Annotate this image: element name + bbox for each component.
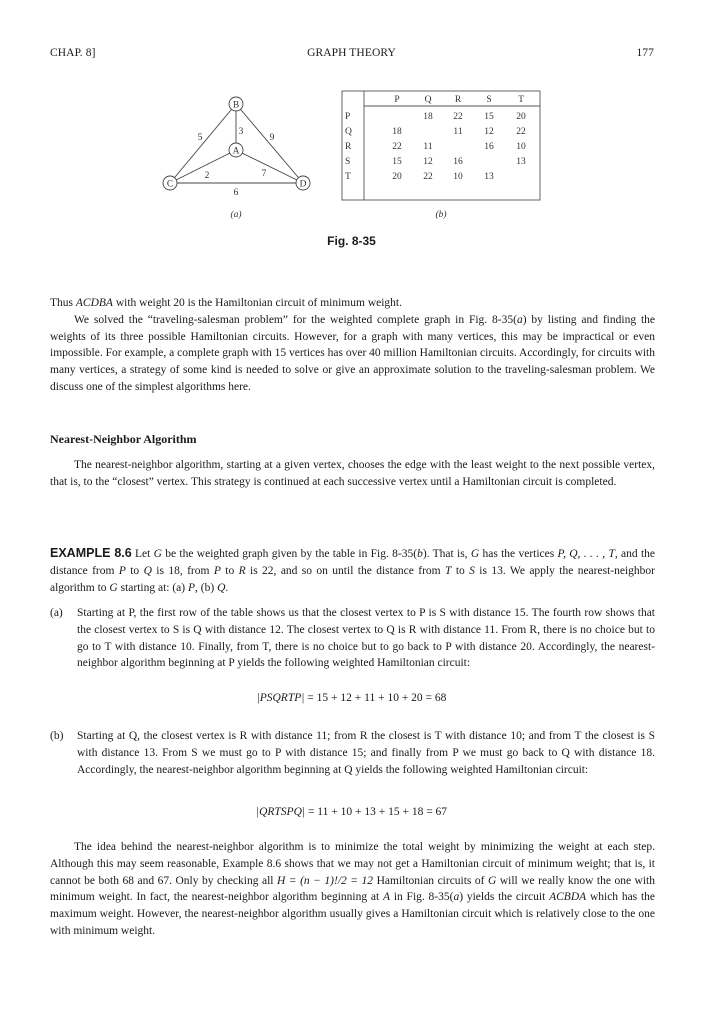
table-cell: 18 xyxy=(423,112,433,122)
table-cell: 16 xyxy=(453,157,463,167)
weight-ca: 2 xyxy=(204,171,210,181)
paragraph-intro: Thus ACDBA with weight 20 is the Hamiltonian circuit of minimum weight. We solved the “traveling-salesman problem” for the weighted complete graph in Fig. 8-35(a) by listing and finding the weights of its three possible Hamiltonian circuits. However, for a graph with many vertices, this may be impractical or even impossible. For example, a complete graph with 15 vertices has over 40 million Hamiltonian circuits. Accordingly, for circuits with many vertices, a strategy of some kind is needed to solve or give an approximate solution to the traveling-salesman problem. We discuss one of the simplest algorithms here. xyxy=(50,297,655,393)
example-label: EXAMPLE 8.6 xyxy=(50,546,132,560)
weighted-graph xyxy=(163,97,310,190)
list-item-a: (a) Starting at P, the first row of the table shows us that the closest vertex to P is S with distance 15. The fourth row shows that the closest vertex to S is Q with distance 12. The closest vertex to Q is R with distance 11. From R, there is no choice but to go to T with distance 10. Finally, from T, there is no choice but to go back to P with distance 20. Accordingly, the nearest-neighbor algorithm beginning at P yields the following weighted Hamiltonian circuit: xyxy=(50,607,655,670)
vertex-label-b: B xyxy=(232,100,240,111)
vertex-label-d: D xyxy=(299,179,307,190)
weight-cb: 5 xyxy=(197,133,203,143)
table-cell: 22 xyxy=(423,172,433,182)
vertex-label-c: C xyxy=(166,179,174,190)
table-cell: 18 xyxy=(392,127,402,137)
table-row-header-q: Q xyxy=(345,127,352,137)
table-col-header-q: Q xyxy=(424,95,432,105)
edge-a-d xyxy=(236,150,303,183)
table-cell: 22 xyxy=(453,112,463,122)
table-cell: 16 xyxy=(484,142,494,152)
table-cell: 10 xyxy=(516,142,526,152)
table-row-header-r: R xyxy=(345,142,352,152)
table-col-header-s: S xyxy=(486,95,492,105)
example-8-6: EXAMPLE 8.6 Let G be the weighted graph given by the table in Fig. 8-35(b). That is, G has the vertices P, Q, . . . , T, and the distance from P to Q is 18, from P to R is 22, and so on until the distance from T to S is 13. We apply the nearest-neighbor algorithm to G starting at: (a) P, (b) Q. xyxy=(50,546,655,594)
table-cell: 11 xyxy=(453,127,463,137)
running-header-title: GRAPH THEORY xyxy=(307,47,396,59)
paragraph-algorithm: The nearest-neighbor algorithm, starting at a given vertex, chooses the edge with the least weight to the next possible vertex, that is, to the “closest” vertex. This strategy is continued at each successive vertex until a Hamiltonian circuit is completed. xyxy=(50,459,655,488)
table-col-header-p: P xyxy=(394,95,400,105)
running-header-chapter: CHAP. 8] xyxy=(50,47,96,59)
table-cell: 20 xyxy=(516,112,526,122)
table-cell: 13 xyxy=(516,157,526,167)
table-row-header-s: S xyxy=(345,157,351,167)
page-number: 177 xyxy=(636,47,654,59)
vertex-label-a: A xyxy=(232,146,240,157)
list-item-b: (b) Starting at Q, the closest vertex is R with distance 11; from R the closest is T with distance 10; and from T the closest is S with distance 13. From S we must go to P with distance 15; and finally from P we must go back to Q with distance 18. Accordingly, the nearest-neighbor algorithm beginning at Q yields the following weighted Hamiltonian circuit: xyxy=(50,730,655,776)
table-cell: 13 xyxy=(484,172,494,182)
section-heading: Nearest-Neighbor Algorithm xyxy=(50,432,197,446)
table-cell: 12 xyxy=(423,157,433,167)
equation-a: |PSQRTP| = 15 + 12 + 11 + 10 + 20 = 68 xyxy=(256,692,447,704)
table-col-header-r: R xyxy=(454,95,462,105)
table-col-header-t: T xyxy=(518,95,524,105)
table-row-header-p: P xyxy=(345,112,351,122)
table-cell: 20 xyxy=(392,172,402,182)
table-row-header-t: T xyxy=(345,172,351,182)
table-cell: 10 xyxy=(453,172,463,182)
weight-ba: 3 xyxy=(238,127,244,137)
table-cell: 11 xyxy=(423,142,433,152)
table-cell: 15 xyxy=(392,157,402,167)
weight-cd: 6 xyxy=(233,188,239,198)
table-cell: 12 xyxy=(484,127,494,137)
paragraph-conclusion: The idea behind the nearest-neighbor algorithm is to minimize the total weight by minimizing the weight at each step. Although this may seem reasonable, Example 8.6 shows that we may not get a Hamiltonian circuit of minimum weight; that is, it cannot be both 68 and 67. Only by checking all H = (n − 1)!/2 = 12 Hamiltonian circuits of G will we really know the one with minimum weight. In fact, the nearest-neighbor algorithm beginning at A in Fig. 8-35(a) yields the circuit ACBDA which has the maximum weight. However, the nearest-neighbor algorithm usually gives a Hamiltonian circuit which is relatively close to the one with minimum weight. xyxy=(50,841,655,937)
figure-title: Fig. 8-35 xyxy=(327,234,376,248)
weight-bd: 9 xyxy=(269,133,275,143)
edge-c-b xyxy=(170,104,236,183)
caption-a: (a) xyxy=(230,210,242,220)
table-cell: 15 xyxy=(484,112,494,122)
edge-c-a xyxy=(170,150,236,183)
weight-ad: 7 xyxy=(261,169,267,179)
equation-b: |QRTSPQ| = 11 + 10 + 13 + 15 + 18 = 67 xyxy=(255,806,448,818)
table-cell: 22 xyxy=(516,127,526,137)
edge-b-d xyxy=(236,104,303,183)
table-cell: 22 xyxy=(392,142,402,152)
figure-8-35 xyxy=(0,0,703,230)
distance-table xyxy=(342,91,540,220)
table-border xyxy=(342,91,540,200)
caption-b: (b) xyxy=(435,210,447,220)
